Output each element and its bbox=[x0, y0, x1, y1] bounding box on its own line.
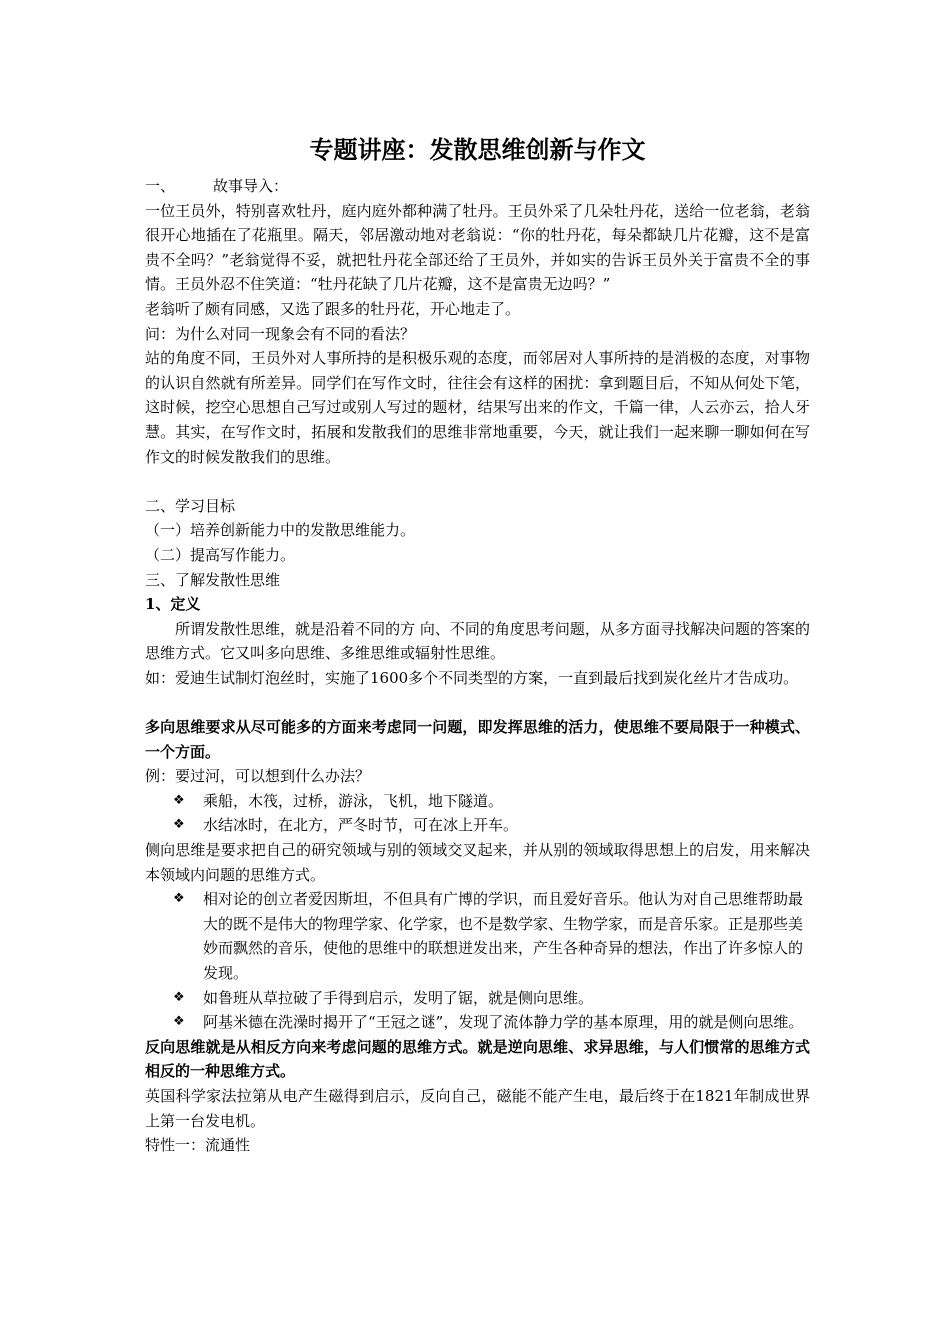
list-item-text: 相对论的创立者爱因斯坦，不但具有广博的学识，而且爱好音乐。他认为对自己思维帮助最大的既不是伟大的物理学家、化学家，也不是数学家、生物学家，而是音乐家。正是那些美妙而飘然的音乐，使他的思维中的联想迸发出来，产生各种奇异的想法，作出了许多惊人的发现。 bbox=[203, 890, 804, 982]
lateral-thinking-text: 侧向思维是要求把自己的研究领域与别的领域交叉起来，并从别的领域取得思想上的启发，用来解决本领域内问题的思维方式。 bbox=[145, 841, 810, 884]
bullet-diamond-icon: ❖ bbox=[173, 891, 185, 907]
question-line: 问：为什么对同一现象会有不同的看法？ bbox=[145, 324, 416, 343]
multi-direction-list bbox=[145, 789, 810, 838]
section-1-heading bbox=[145, 174, 810, 199]
definition-text: 所谓发散性思维，就是沿着不同的方 向、不同的角度思考问题，从多方面寻找解决问题的答案的思维方式。它又叫多向思维、多维思维或辐射性思维。 bbox=[145, 619, 810, 663]
list-item-text: 水结冰时，在北方，严冬时节，可在冰上开车。 bbox=[203, 816, 519, 835]
story-ending: 老翁听了颇有同感，又选了跟多的牡丹花，开心地走了。 bbox=[145, 299, 521, 318]
section-1-number: 一、 bbox=[145, 177, 176, 195]
definition-example: 如：爱迪生试制灯泡丝时，实施了1600多个不同类型的方案，一直到最后找到炭化丝片才告成功。 bbox=[145, 668, 799, 687]
document-page bbox=[145, 130, 810, 1158]
section-1-title: 故事导入： bbox=[213, 177, 289, 195]
list-item bbox=[145, 1010, 810, 1035]
list-item-text: 乘船，木筏，过桥，游泳，飞机，地下隧道。 bbox=[203, 791, 504, 810]
list-item-text: 如鲁班从草拉破了手得到启示，发明了锯，就是侧向思维。 bbox=[203, 988, 594, 1007]
list-item bbox=[145, 986, 810, 1011]
reverse-thinking-example: 英国科学家法拉第从电产生磁得到启示，反向自己，磁能不能产生电，最后终于在1821年制成世界上第一台发电机。 bbox=[145, 1086, 810, 1130]
section-3-heading: 三、了解发散性思维 bbox=[145, 570, 281, 589]
list-item-text: 阿基米德在洗澡时揭开了“王冠之谜”，发现了流体静力学的基本原理，用的就是侧向思维。 bbox=[203, 1013, 804, 1032]
bullet-diamond-icon: ❖ bbox=[173, 1014, 185, 1030]
answer-paragraph: 站的角度不同，王员外对人事所持的是积极乐观的态度，而邻居对人事所持的是消极的态度，对事物的认识自然就有所差异。同学们在写作文时，往往会有这样的困扰：拿到题目后，不知从何处下笔，这时候，挖空心思想自己写过或别人写过的题材，结果写出来的作文，千篇一律，人云亦云，拾人牙慧。其实，在写作文时，拓展和发散我们的思维非常地重要，今天，就让我们一起来聊一聊如何在写作文的时候发散我们的思维。 bbox=[145, 349, 810, 466]
trait-1-heading: 特性一：流通性 bbox=[145, 1136, 251, 1155]
blank-line bbox=[145, 690, 810, 715]
multi-direction-example: 例：要过河，可以想到什么办法？ bbox=[145, 767, 371, 786]
multi-direction-definition: 多向思维要求从尽可能多的方面来考虑同一问题，即发挥思维的活力，使思维不要局限于一种模式、一个方面。 bbox=[145, 718, 810, 761]
goal-2: （二）提高写作能力。 bbox=[145, 545, 296, 564]
reverse-thinking-definition: 反向思维就是从相反方向来考虑问题的思维方式。就是逆向思维、求异思维，与人们惯常的思维方式相反的一种思维方式。 bbox=[145, 1037, 810, 1081]
definition-heading: 1、定义 bbox=[145, 595, 201, 614]
goal-1: （一）培养创新能力中的发散思维能力。 bbox=[145, 521, 416, 540]
list-item bbox=[145, 813, 810, 838]
section-2-heading: 二、学习目标 bbox=[145, 496, 236, 515]
list-item bbox=[145, 887, 810, 985]
lateral-thinking-list bbox=[145, 887, 810, 1035]
story-paragraph: 一位王员外，特别喜欢牡丹，庭内庭外都种满了牡丹。王员外采了几朵牡丹花，送给一位老翁，老翁很开心地插在了花瓶里。隔天，邻居激动地对老翁说：“你的牡丹花，每朵都缺几片花瓣，这不是富贵不全吗？”老翁觉得不妥，就把牡丹花全部还给了王员外，并如实的告诉王员外关于富贵不全的事情。王员外忍不住笑道：“牡丹花缺了几片花瓣，这不是富贵无边吗？” bbox=[145, 201, 810, 294]
bullet-diamond-icon: ❖ bbox=[173, 817, 185, 833]
page-title: 专题讲座：发散思维创新与作文 bbox=[309, 136, 646, 164]
list-item bbox=[145, 789, 810, 814]
bullet-diamond-icon: ❖ bbox=[173, 989, 185, 1005]
blank-line bbox=[145, 469, 810, 494]
bullet-diamond-icon: ❖ bbox=[173, 792, 185, 808]
